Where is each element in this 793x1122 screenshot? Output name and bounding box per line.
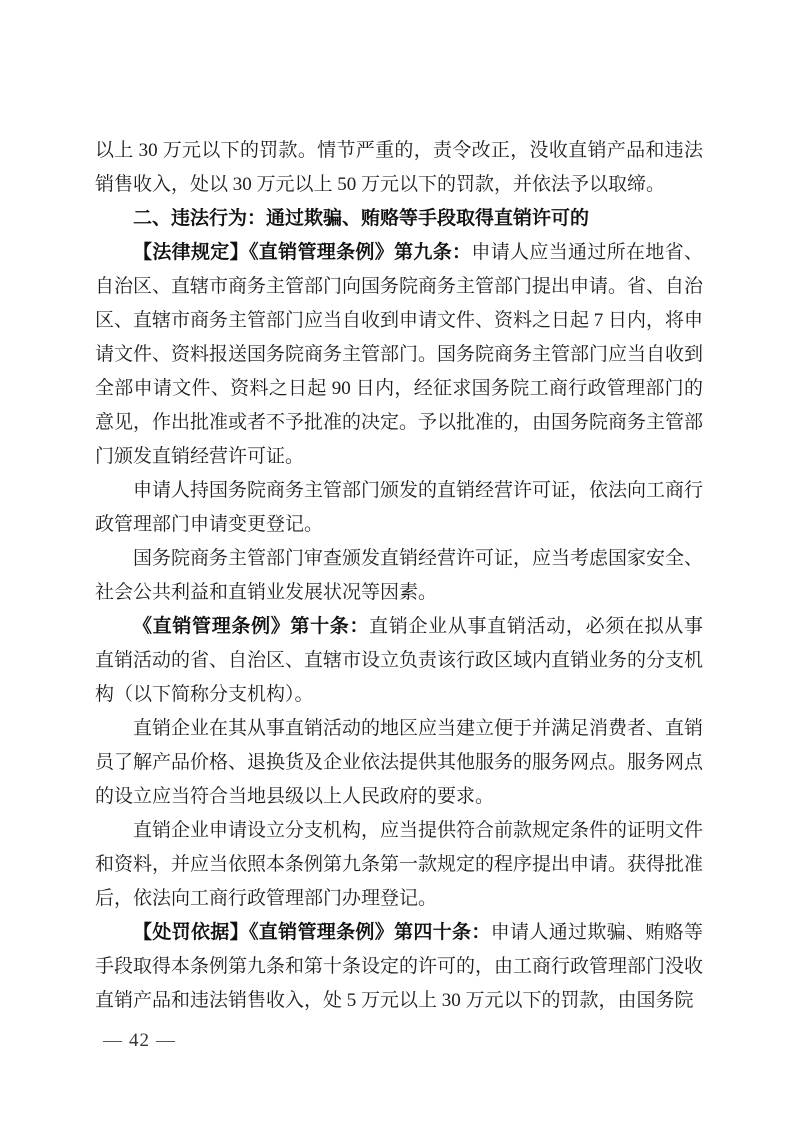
paragraph [95, 712, 703, 814]
paragraph [95, 916, 703, 1018]
body-text: 申请人应当通过所在地省、自治区、直辖市商务主管部门向国务院商务主管部门提出申请。省、自治区、直辖市商务主管部门应当自收到申请文件、资料之日起 7 日内，将申请文件、资料报送国务院商务主管部门。国务院商务主管部门应当自收到全部申请文件、资料之日起 90 日内，经征求国务院工商行政管理部门的意见，作出批准或者不予批准的决定。予以批准的，由国务院商务主管部门颁发直销经营许可证。 [95, 242, 704, 467]
document-body [95, 134, 703, 1018]
paragraph [95, 542, 703, 610]
page-footer [97, 1029, 182, 1053]
paragraph [95, 236, 703, 474]
footer-left-dash: — [103, 1030, 123, 1051]
body-text: 直销企业申请设立分支机构，应当提供符合前款规定条件的证明文件和资料，并应当依照本条例第九条第一款规定的程序提出申请。获得批准后，依法向工商行政管理部门办理登记。 [95, 820, 704, 909]
paragraph [95, 134, 703, 202]
body-text: 国务院商务主管部门审查颁发直销经营许可证，应当考虑国家安全、社会公共利益和直销业发展状况等因素。 [95, 548, 704, 603]
paragraph [95, 474, 703, 542]
bold-lead-text: 【处罚依据】《直销管理条例》第四十条： [133, 922, 491, 943]
footer-right-dash: — [156, 1030, 176, 1051]
body-text: 申请人持国务院商务主管部门颁发的直销经营许可证，依法向工商行政管理部门申请变更登记。 [95, 480, 704, 535]
body-text: 申请人通过欺骗、贿赂等手段取得本条例第九条和第十条设定的许可的，由工商行政管理部门没收直销产品和违法销售收入，处 5 万元以上 30 万元以下的罚款，由国务院 [95, 922, 704, 1011]
body-text: 直销企业在其从事直销活动的地区应当建立便于并满足消费者、直销员了解产品价格、退换货及企业依法提供其他服务的服务网点。服务网点的设立应当符合当地县级以上人民政府的要求。 [95, 718, 704, 807]
page-number: 42 [129, 1030, 150, 1051]
paragraph [95, 814, 703, 916]
bold-lead-text: 二、违法行为：通过欺骗、贿赂等手段取得直销许可的 [133, 208, 590, 229]
body-text: 以上 30 万元以下的罚款。情节严重的，责令改正，没收直销产品和违法销售收入，处以 30 万元以上 50 万元以下的罚款，并依法予以取缔。 [95, 140, 703, 195]
bold-lead-text: 【法律规定】《直销管理条例》第九条： [133, 242, 472, 263]
section-heading [95, 202, 703, 236]
body-text: 直销企业从事直销活动，必须在拟从事直销活动的省、自治区、直辖市设立负责该行政区域内直销业务的分支机构（以下简称分支机构）。 [95, 616, 704, 705]
bold-lead-text: 《直销管理条例》第十条： [133, 616, 370, 637]
paragraph [95, 610, 703, 712]
